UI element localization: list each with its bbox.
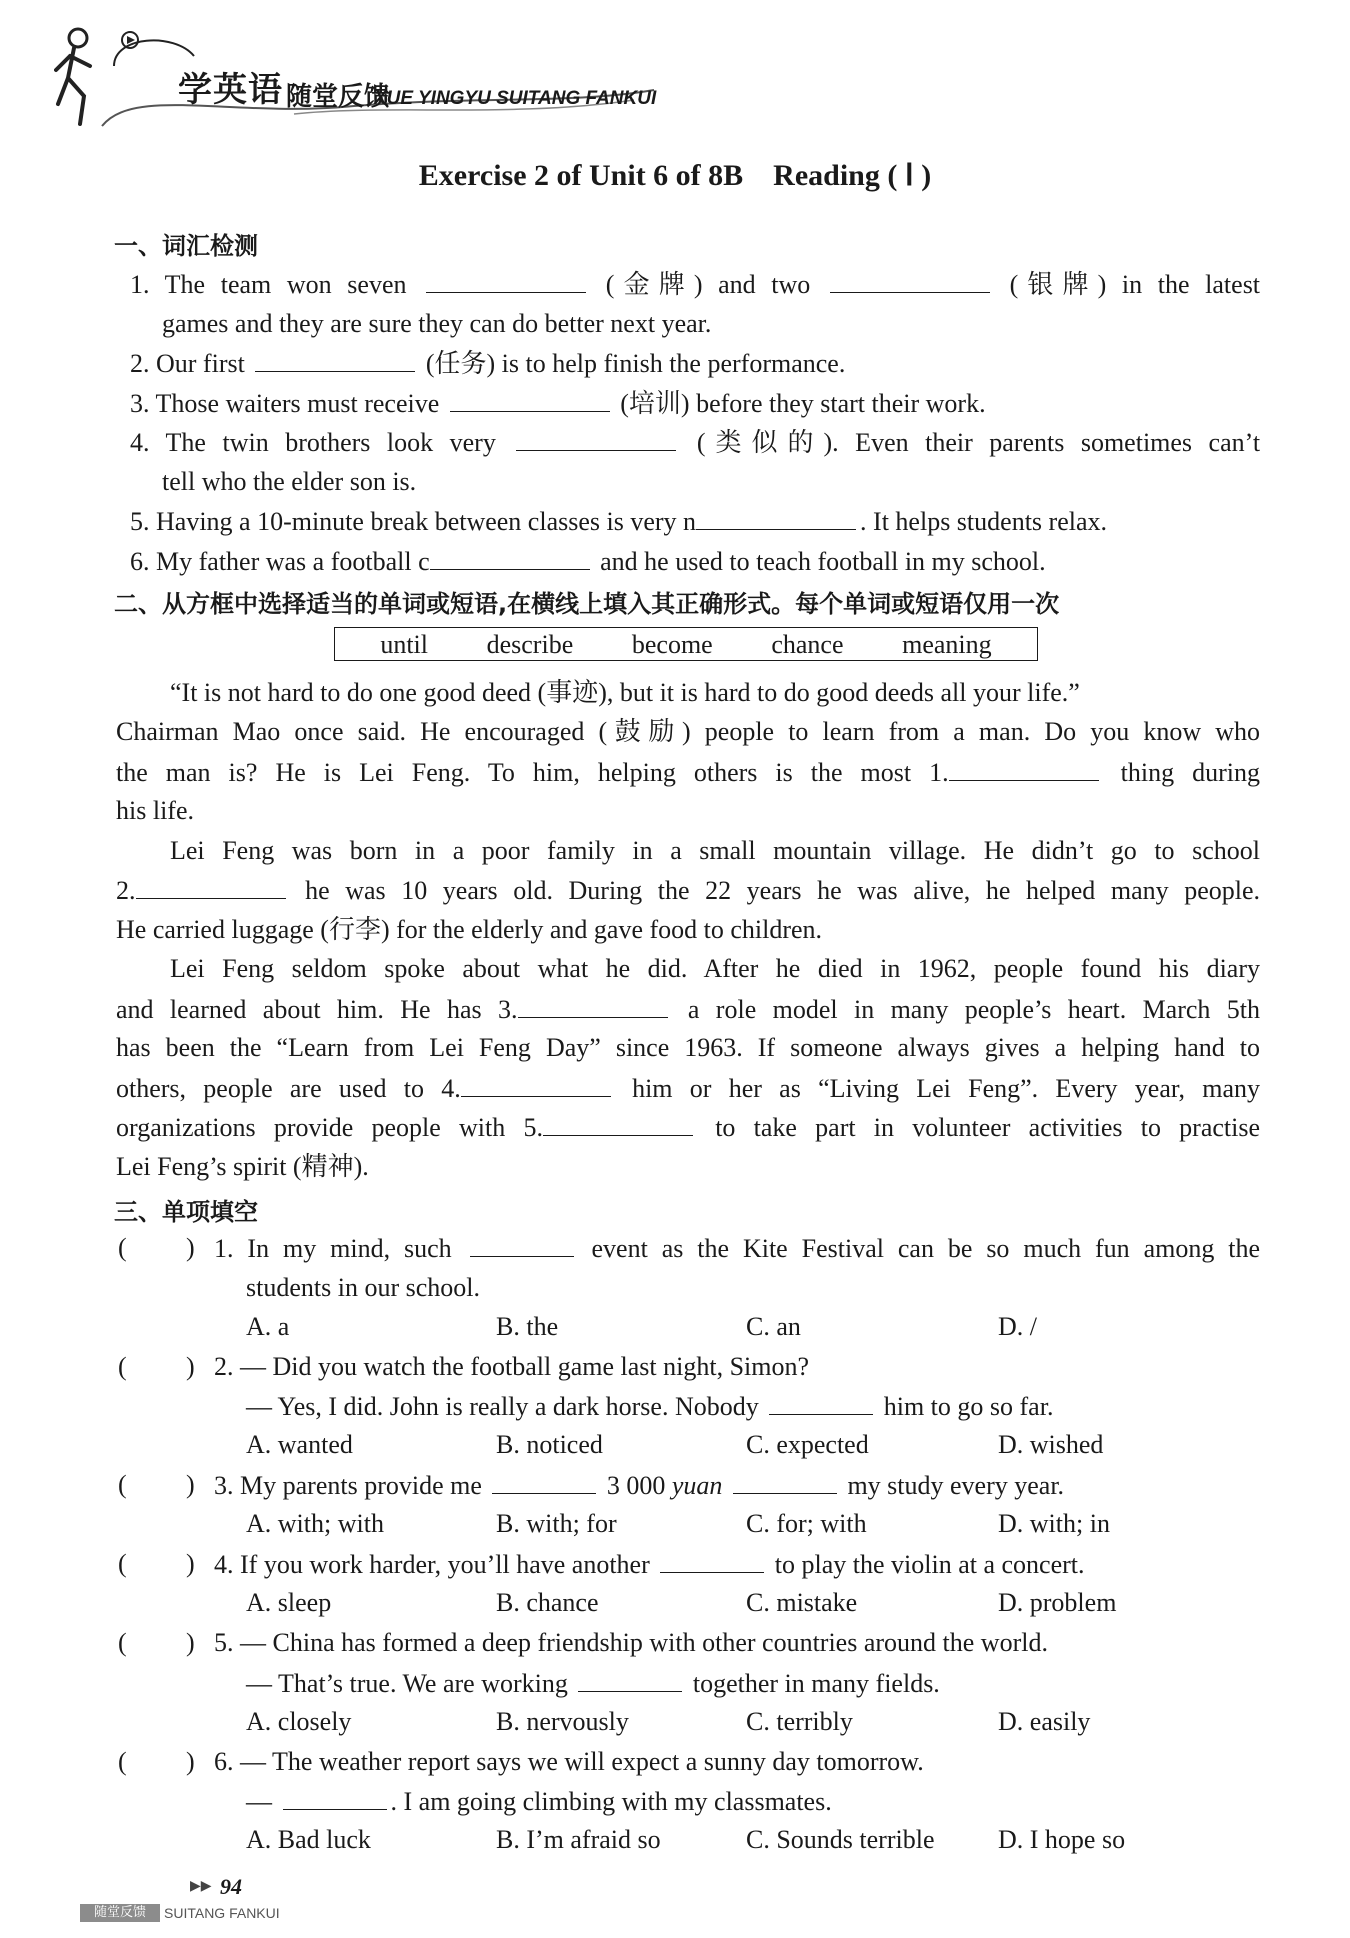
vocab-item-5: 5. Having a 10-minute break between classes is very n . It helps students relax. <box>130 501 1274 541</box>
option-d[interactable]: D. I hope so <box>998 1825 1126 1854</box>
option-d[interactable]: D. easily <box>998 1707 1091 1736</box>
answer-blank[interactable] <box>283 1781 387 1810</box>
option-b[interactable]: B. chance <box>496 1588 599 1617</box>
section-heading-vocab: 一、词汇检测 <box>114 232 258 260</box>
answer-blank[interactable] <box>733 1465 837 1494</box>
vocab-item-2: 2. Our first (任务) is to help finish the performance. <box>130 343 1274 383</box>
option-b[interactable]: B. I’m afraid so <box>496 1825 661 1854</box>
section-heading-wordbox: 二、从方框中选择适当的单词或短语,在横线上填入其正确形式。每个单词或短语仅用一次 <box>114 590 1060 618</box>
vocab-item-4-cont: tell who the elder son is. <box>162 467 417 496</box>
option-d[interactable]: D. wished <box>998 1430 1104 1459</box>
vocab-item-6: 6. My father was a football c and he used to teach football in my school. <box>130 541 1274 581</box>
vocab-item-3: 3. Those waiters must receive (培训) before they start their work. <box>130 383 1274 423</box>
option-a[interactable]: A. with; with <box>246 1509 384 1538</box>
answer-blank[interactable] <box>430 541 590 570</box>
option-a[interactable]: A. sleep <box>246 1588 332 1617</box>
word-box <box>334 627 1038 661</box>
brand-subtitle: 随堂反馈 <box>286 82 391 112</box>
answer-blank[interactable] <box>578 1663 682 1692</box>
word-option: chance <box>771 630 844 659</box>
brand-pinyin: XUE YINGYU SUITANG FANKUI <box>374 88 657 109</box>
brand-title: 学英语 <box>178 70 283 110</box>
worksheet-page: 学英语 随堂反馈 XUE YINGYU SUITANG FANKUI Exercise 2 of Unit 6 of 8B Reading ( Ⅰ ) 一、词汇检测 1. The team won seven (金牌) and two (银牌) in the latest games and they are sure they can do better next year. 2. Our first (任务) is to help finish the performance. 3. Those waiters must receive (培训) before they start their work. 4. The twin brothers look very (类似的). Even their parents sometimes can’t tell who the elder son is. 5. Having a 10-minute break between classes is very n . It helps students relax. 6. My father was a football c and he used to teach football in my school. 二、从方框中选择适当的单词或短语,在横线上填入其正确形式。每个单词或短语仅用一次 until describe become chance meaning “It is not hard to do one good deed (事迹), but it is hard to do good deeds all your life.” Chairman Mao once said. He encouraged (鼓励) people to learn from a man. Do you know who the man is? He is Lei Feng. To him, helping others is the most 1. thing during his life. Lei Feng was born in a poor family in a small mountain village. He didn’t go to school 2. he was 10 years old. During the 22 years he was alive, he helped many people. He carried luggage (行李) for the elderly and gave food to children. Lei Feng seldom spoke about what he did. After he died in 1962, people found his diary and learned about him. He has 3. a role model in many people’s heart. March 5th has been the “Learn from Lei Feng Day” since 1963. If someone always gives a helping hand to others, people are used to 4. him or her as “Living Lei Feng”. Every year, many organizations provide people with 5. to take part in volunteer activities to practise Lei Feng’s spirit (精神). 三、单项填空 ( ) 1. In my mind, such event as the Kite Festival can be so much fun among the students in our school. A. a B. the C. an D. / ( ) 2. — Did you watch the football game last night, Simon? — Yes, I did. John is really a dark horse. Nobody him to go so far. A. wanted B. noticed C. expected D. wished ( ) 3. My parents provide me 3 000 yuan my study every year. A. with; with B. with; for C. for; with D. with; in ( ) 4. If you work harder, you’ll have another to play the violin at a concert. A. sleep B. chance C. mistake D. problem ( ) 5. — China has formed a deep friendship with other countries around the world. — That’s true. We are working together in many fields. A. closely B. nervously C. terribly D. easily ( ) 6. — The weather report says we will expect a sunny day tomorrow. — . I am going climbing with my classmates. A. Bad luck B. I’m afraid so C. Sounds terrible D. I hope so ▶▶ 94 随堂反馈 SUITANG FANKUI <box>0 0 1350 1938</box>
answer-blank[interactable] <box>830 264 990 293</box>
answer-blank[interactable] <box>769 1386 873 1415</box>
option-b[interactable]: B. the <box>496 1312 559 1341</box>
answer-blank[interactable] <box>660 1544 764 1573</box>
header-banner <box>54 26 694 130</box>
answer-blank[interactable] <box>492 1465 596 1494</box>
option-c[interactable]: C. mistake <box>746 1588 858 1617</box>
option-a[interactable]: A. Bad luck <box>246 1825 371 1854</box>
passage-blank-2[interactable] <box>136 870 286 899</box>
option-c[interactable]: C. for; with <box>746 1509 867 1538</box>
answer-blank[interactable] <box>255 343 415 372</box>
vocab-item-1-cont: games and they are sure they can do better next year. <box>162 309 712 338</box>
option-d[interactable]: D. with; in <box>998 1509 1110 1538</box>
option-a[interactable]: A. closely <box>246 1707 352 1736</box>
word-option: until <box>380 630 428 659</box>
passage-blank-5[interactable] <box>543 1107 693 1136</box>
double-arrow-icon: ▶▶ <box>190 1878 212 1894</box>
answer-blank[interactable] <box>450 383 610 412</box>
passage-blank-4[interactable] <box>461 1068 611 1097</box>
answer-blank[interactable] <box>426 264 586 293</box>
option-c[interactable]: C. an <box>746 1312 801 1341</box>
page-footer <box>80 1874 380 1924</box>
answer-blank[interactable] <box>516 422 676 451</box>
footer-badge: 随堂反馈 <box>80 1904 160 1922</box>
option-d[interactable]: D. problem <box>998 1588 1117 1617</box>
vocab-item-4: 4. The twin brothers look very (类似的). Even their parents sometimes can’t <box>130 422 1260 462</box>
page-title: Exercise 2 of Unit 6 of 8B Reading ( Ⅰ ) <box>418 159 932 192</box>
option-b[interactable]: B. noticed <box>496 1430 603 1459</box>
word-option: become <box>631 630 713 659</box>
section-heading-choice: 三、单项填空 <box>114 1198 258 1226</box>
option-a[interactable]: A. wanted <box>246 1430 353 1459</box>
passage-blank-1[interactable] <box>949 752 1099 781</box>
option-b[interactable]: B. with; for <box>496 1509 617 1538</box>
answer-blank[interactable] <box>470 1228 574 1257</box>
option-c[interactable]: C. expected <box>746 1430 869 1459</box>
word-option: describe <box>486 630 574 659</box>
answer-blank[interactable] <box>696 501 856 530</box>
vocab-item-1: 1. The team won seven (金牌) and two (银牌) in the latest <box>130 264 1260 304</box>
footer-pinyin: SUITANG FANKUI <box>164 1905 280 1921</box>
page-number: 94 <box>220 1874 242 1899</box>
option-c[interactable]: C. Sounds terrible <box>746 1825 935 1854</box>
option-b[interactable]: B. nervously <box>496 1707 629 1736</box>
passage-blank-3[interactable] <box>518 989 668 1018</box>
word-option: meaning <box>902 630 992 659</box>
option-a[interactable]: A. a <box>246 1312 290 1341</box>
option-c[interactable]: C. terribly <box>746 1707 853 1736</box>
option-d[interactable]: D. / <box>998 1312 1037 1341</box>
